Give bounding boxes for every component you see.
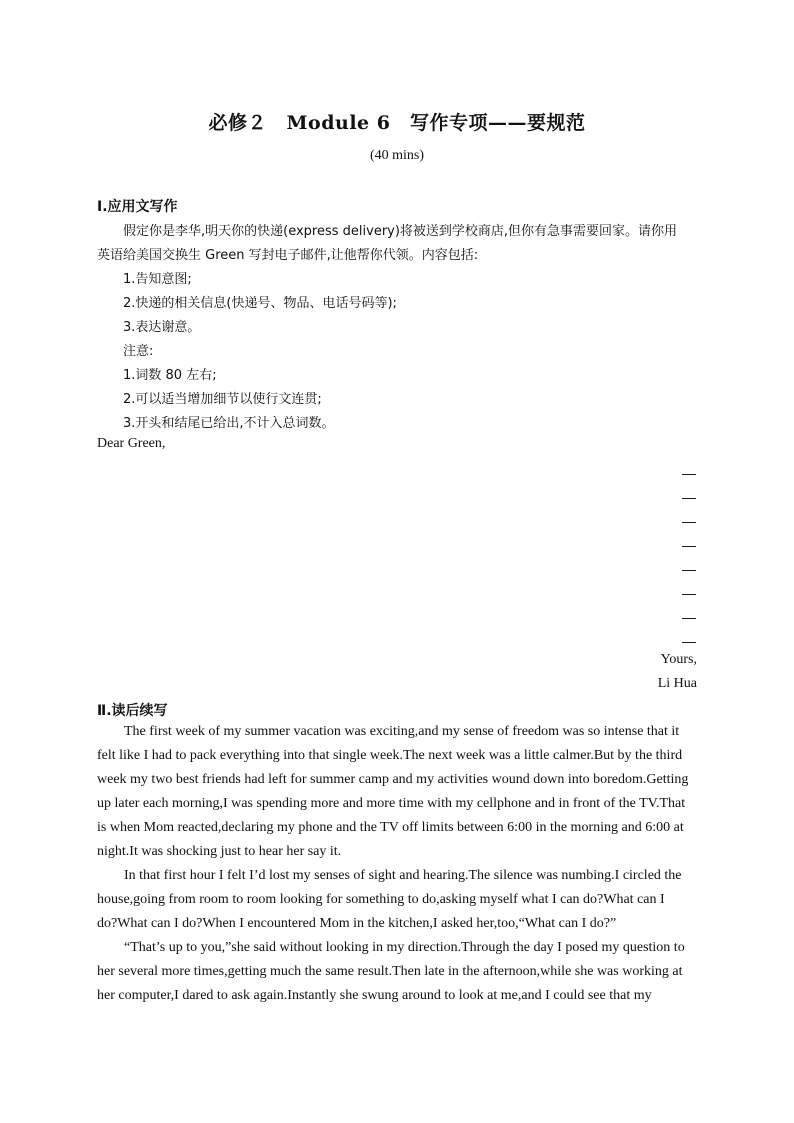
answer-line bbox=[682, 570, 696, 571]
answer-line bbox=[682, 618, 696, 619]
page-title: 必修２ Module 6 写作专项——要规范 bbox=[208, 112, 586, 134]
content-item-3: 3.表达谢意。 bbox=[123, 320, 201, 335]
section2-heading: Ⅱ.读后续写 bbox=[97, 703, 168, 719]
page-subtitle: (40 mins) bbox=[369, 148, 425, 163]
letter-closing: Yours, bbox=[660, 652, 697, 667]
passage-line: felt like I had to pack everything into that single week.The next week was a little calmer.But by the third bbox=[97, 748, 683, 763]
passage-line: her several more times,getting much the same result.Then late in the afternoon,while she was working at bbox=[97, 964, 683, 979]
passage-line: do?What can I do?When I encountered Mom in the kitchen,I asked her,too,“What can I do?” bbox=[97, 916, 617, 931]
prompt-line-2: 英语给美国交换生 Green 写封电子邮件,让他帮你代领。内容包括: bbox=[97, 248, 479, 263]
note-1: 1.词数 80 左右; bbox=[123, 368, 217, 383]
letter-greeting: Dear Green, bbox=[97, 436, 166, 451]
prompt-line-1: 假定你是李华,明天你的快递(express delivery)将被送到学校商店,但你有急事需要回家。请你用 bbox=[123, 224, 678, 239]
letter-signature: Li Hua bbox=[657, 676, 697, 691]
content-item-2: 2.快递的相关信息(快递号、物品、电话号码等); bbox=[123, 296, 397, 311]
answer-line bbox=[682, 498, 696, 499]
passage-line: “That’s up to you,”she said without looking in my direction.Through the day I posed my question to bbox=[124, 940, 685, 955]
passage-line: up later each morning,I was spending more and more time with my cellphone and in front of the TV.That bbox=[97, 796, 686, 811]
passage-line: The first week of my summer vacation was exciting,and my sense of freedom was so intense that it bbox=[124, 724, 680, 739]
content-item-1: 1.告知意图; bbox=[123, 272, 192, 287]
note-2: 2.可以适当增加细节以使行文连贯; bbox=[123, 392, 322, 407]
passage-line: week my two best friends had left for summer camp and my activities wound down into boredom.Getting bbox=[97, 772, 689, 787]
passage-line: house,going from room to room looking for something to do,asking myself what I can do?What can I bbox=[97, 892, 665, 907]
answer-line bbox=[682, 522, 696, 523]
answer-line bbox=[682, 474, 696, 475]
answer-line bbox=[682, 546, 696, 547]
passage-line: is when Mom reacted,declaring my phone and the TV off limits between 6:00 in the morning and 6:00 at bbox=[97, 820, 684, 835]
passage-line: her computer,I dared to ask again.Instantly she swung around to look at me,and I could see that my bbox=[97, 988, 652, 1003]
answer-line bbox=[682, 594, 696, 595]
notes-label: 注意: bbox=[123, 344, 154, 359]
passage-line: In that first hour I felt I’d lost my senses of sight and hearing.The silence was numbing.I circled the bbox=[124, 868, 682, 883]
passage-line: night.It was shocking just to hear her say it. bbox=[97, 844, 342, 859]
section1-heading: Ⅰ.应用文写作 bbox=[97, 199, 178, 215]
note-3: 3.开头和结尾已给出,不计入总词数。 bbox=[123, 416, 335, 431]
answer-line bbox=[682, 642, 696, 643]
